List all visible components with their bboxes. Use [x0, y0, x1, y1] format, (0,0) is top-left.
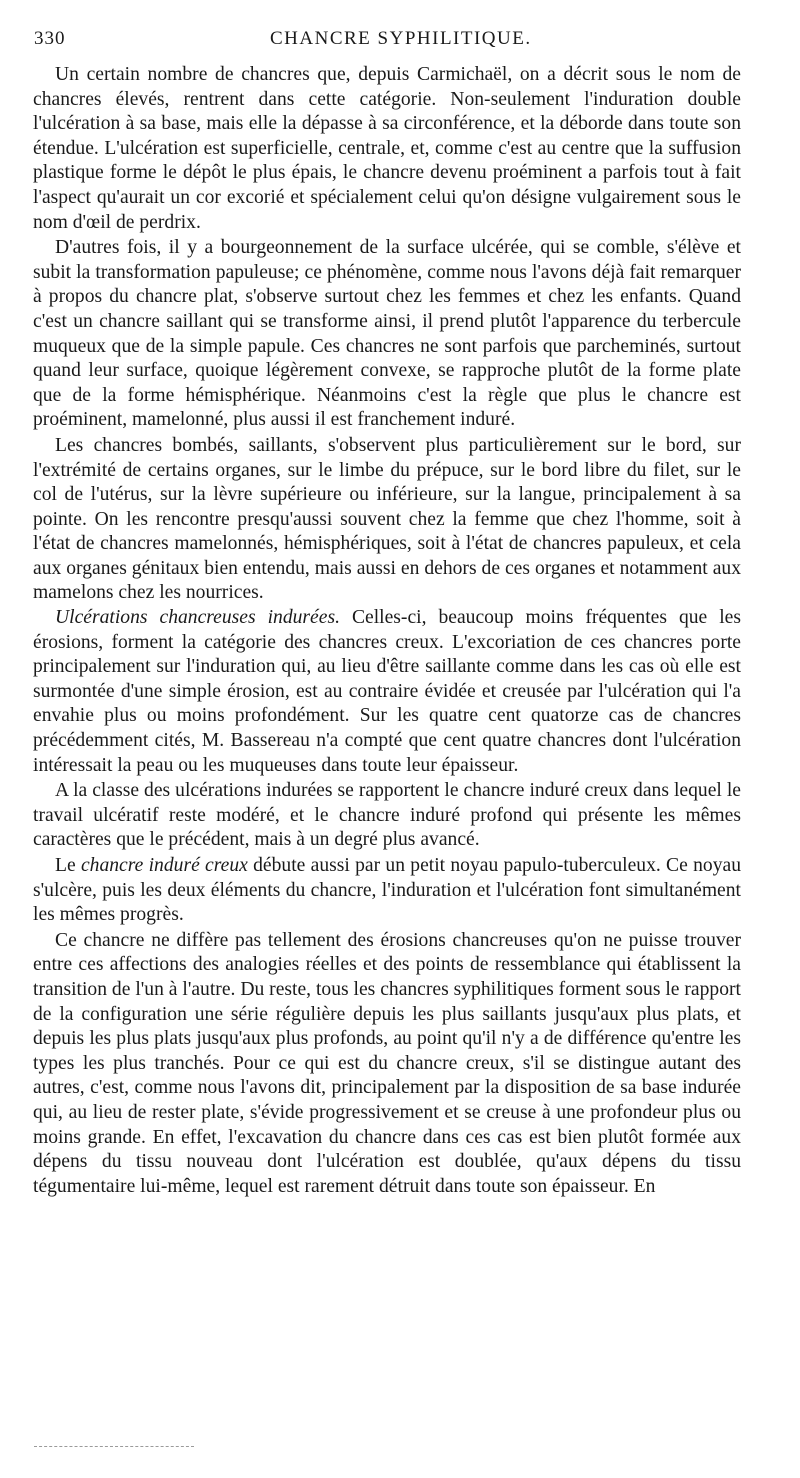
- paragraph-text: débute aussi par un petit noyau papulo-tuberculeux. Ce noyau s'ulcère, puis les deux éléments du chancre, l'induration et l'ulcération font simultanément les mêmes progrès.: [33, 855, 741, 926]
- paragraph-5: [33, 779, 741, 853]
- paragraph-1: [33, 63, 741, 235]
- paragraph-text: A la classe des ulcérations indurées se rapportent le chancre induré creux dans lequel le travail ulcératif reste modéré, et le chancre induré profond qui présente les mêmes caractères que le précédent, mais à un degré plus avancé.: [33, 780, 741, 851]
- paragraph-6: [33, 854, 741, 928]
- paragraph-4: [33, 606, 741, 778]
- running-title: CHANCRE SYPHILITIQUE.: [270, 28, 532, 49]
- paragraph-2: [33, 236, 741, 433]
- page-header: [34, 28, 740, 58]
- footer-rule: [34, 1446, 194, 1447]
- paragraph-text: D'autres fois, il y a bourgeonnement de la surface ulcérée, qui se comble, s'élève et subit la transformation papuleuse; ce phénomène, comme nous l'avons déjà fait remarquer à propos du chancre plat, s'observe surtout chez les femmes et chez les enfants. Quand c'est un chancre saillant qui se transforme ainsi, il prend plutôt l'apparence du terbercule muqueux que de la simple papule. Ces chancres ne sont parfois que parcheminés, surtout quand leur surface, quoique légèrement convexe, se rapproche plutôt de la forme plate que de la forme hémisphérique. Néanmoins c'est la règle que plus le chancre est proéminent, mamelonné, plus aussi il est franchement induré.: [33, 237, 741, 431]
- paragraph-text: Un certain nombre de chancres que, depuis Carmichaël, on a décrit sous le nom de chancres élevés, rentrent dans cette catégorie. Non-seulement l'induration double l'ulcération à sa base, mais elle la dépasse à sa circonférence, et la déborde dans toute son étendue. L'ulcération est superficielle, centrale, et, comme c'est au centre que la suffusion plastique forme le dépôt le plus épais, le chancre devenu proéminent a parfois tout à fait l'aspect qu'aurait un cor excorié et spécialement celui qu'on désigne vulgairement sous le nom d'œil de perdrix.: [33, 64, 741, 233]
- paragraph-text: Ce chancre ne diffère pas tellement des érosions chancreuses qu'on ne puisse trouver entre ces affections des analogies réelles et des points de ressemblance qui établissent la transition de l'un à l'autre. Du reste, tous les chancres syphilitiques forment sous le rapport de la configuration une série régulière depuis les plus saillants jusqu'aux plus plats, et depuis les plus plats jusqu'aux plus profonds, au point qu'il n'y a de différence qu'entre les types les plus tranchés. Pour ce qui est du chancre creux, s'il se distingue autant des autres, c'est, comme nous l'avons dit, principalement par la disposition de sa base indurée qui, au lieu de rester plate, s'évide progressivement et se creuse à une profondeur plus ou moins grande. En effet, l'excavation du chancre dans ces cas est bien plutôt formée aux dépens du tissu nouveau dont l'ulcération est doublée, qu'aux dépens du tissu tégumentaire lui-même, lequel est rarement détruit dans toute son épaisseur. En: [33, 929, 741, 1197]
- page-number: 330: [34, 28, 66, 49]
- section-heading-italic: Ulcérations chancreuses indurées.: [55, 607, 340, 629]
- paragraph-3: [33, 434, 741, 606]
- term-italic: chancre induré creux: [80, 855, 248, 876]
- paragraph-text: Les chancres bombés, saillants, s'observent plus particulièrement sur le bord, sur l'extrémité de certains organes, sur le limbe du prépuce, sur le bord libre du filet, sur le col de l'utérus, sur la lèvre supérieure ou inférieure, sur la langue, principalement à sa pointe. On les rencontre presqu'aussi souvent chez la femme que chez l'homme, soit à l'état de chancres mamelonnés, hémisphériques, soit à l'état de chancres papuleux, et cela aux organes génitaux bien entendu, mais aussi en dehors de ces organes et notamment aux mamelons chez les nourrices.: [33, 434, 741, 604]
- body-text: [33, 63, 741, 1199]
- paragraph-7: [33, 929, 741, 1200]
- paragraph-lead: Le: [55, 855, 81, 876]
- paragraph-text: Celles-ci, beaucoup moins fréquentes que les érosions, forment la catégorie des chancres creux. L'excoriation de ces chancres porte principalement sur l'induration qui, au lieu d'être saillante comme dans les cas où elle est surmontée d'une simple érosion, est au contraire évidée et creusée par l'ulcération qui l'a envahie plus ou moins profondément. Sur les quatre cent quatorze cas de chancres précédemment cités, M. Bassereau n'a compté que cent quatre chancres dont l'ulcération intéressait la peau ou les muqueuses dans toute leur épaisseur.: [33, 607, 741, 776]
